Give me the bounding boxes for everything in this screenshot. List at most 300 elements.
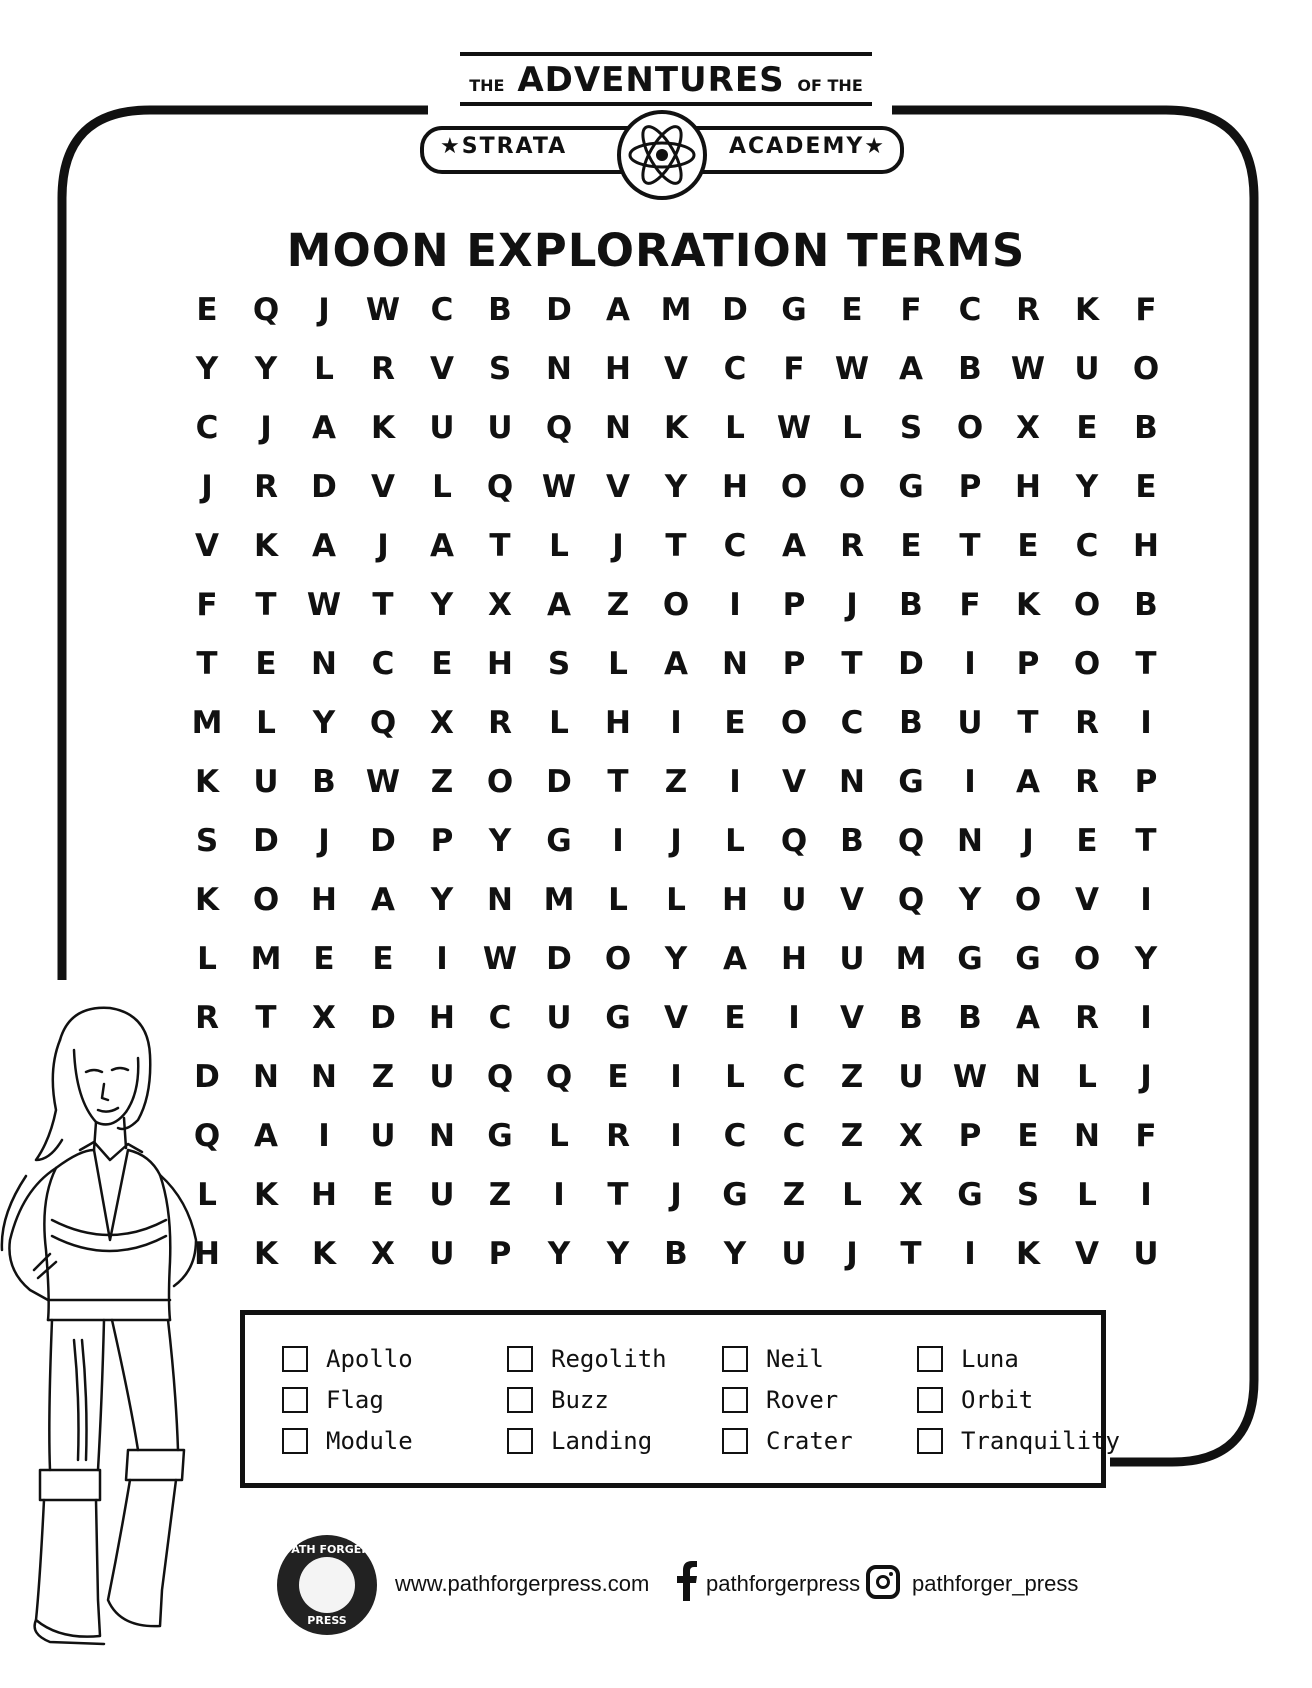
grid-letter[interactable]: H <box>722 882 748 918</box>
grid-letter[interactable]: K <box>370 410 396 446</box>
grid-letter[interactable]: H <box>311 882 337 918</box>
grid-letter[interactable]: S <box>899 410 923 446</box>
grid-letter[interactable]: K <box>253 528 279 564</box>
grid-letter[interactable]: V <box>664 1000 688 1036</box>
grid-letter[interactable]: Z <box>606 587 630 623</box>
grid-letter[interactable]: A <box>664 646 688 682</box>
grid-letter[interactable]: H <box>605 705 631 741</box>
grid-letter[interactable]: R <box>606 1118 630 1154</box>
grid-letter[interactable]: I <box>1140 705 1152 741</box>
grid-letter[interactable]: T <box>1135 646 1157 682</box>
grid-letter[interactable]: C <box>723 351 747 387</box>
grid-letter[interactable]: T <box>959 528 981 564</box>
grid-letter[interactable]: E <box>900 528 922 564</box>
word-checkbox[interactable] <box>507 1346 533 1372</box>
grid-letter[interactable]: C <box>782 1059 806 1095</box>
grid-letter[interactable]: O <box>956 410 984 446</box>
grid-letter[interactable]: P <box>488 1236 512 1272</box>
instagram-handle[interactable]: pathforger_press <box>912 1571 1079 1596</box>
grid-letter[interactable]: O <box>604 941 632 977</box>
grid-letter[interactable]: G <box>957 941 983 977</box>
grid-letter[interactable]: L <box>197 1177 217 1213</box>
grid-letter[interactable]: I <box>729 587 741 623</box>
grid-letter[interactable]: J <box>260 410 272 446</box>
grid-letter[interactable]: N <box>839 764 865 800</box>
grid-letter[interactable]: M <box>191 705 223 741</box>
grid-letter[interactable]: X <box>312 1000 336 1036</box>
grid-letter[interactable]: N <box>605 410 631 446</box>
grid-letter[interactable]: N <box>311 1059 337 1095</box>
grid-letter[interactable]: B <box>488 292 512 328</box>
grid-letter[interactable]: L <box>549 705 569 741</box>
grid-letter[interactable]: G <box>1015 941 1041 977</box>
grid-letter[interactable]: Y <box>1075 469 1099 505</box>
grid-letter[interactable]: I <box>729 764 741 800</box>
grid-letter[interactable]: H <box>429 1000 455 1036</box>
grid-letter[interactable]: B <box>312 764 336 800</box>
grid-letter[interactable]: A <box>430 528 454 564</box>
grid-letter[interactable]: V <box>1075 1236 1099 1272</box>
word-checkbox[interactable] <box>722 1387 748 1413</box>
grid-letter[interactable]: J <box>670 1177 682 1213</box>
grid-letter[interactable]: J <box>1140 1059 1152 1095</box>
grid-letter[interactable]: Z <box>782 1177 806 1213</box>
grid-letter[interactable]: V <box>840 882 864 918</box>
grid-letter[interactable]: J <box>846 587 858 623</box>
grid-letter[interactable]: P <box>430 823 454 859</box>
grid-letter[interactable]: D <box>546 941 572 977</box>
word-checkbox[interactable] <box>917 1428 943 1454</box>
grid-letter[interactable]: G <box>546 823 572 859</box>
grid-letter[interactable]: D <box>194 1059 220 1095</box>
grid-letter[interactable]: W <box>482 941 518 977</box>
grid-letter[interactable]: U <box>253 764 279 800</box>
grid-letter[interactable]: Q <box>545 410 573 446</box>
word-checkbox[interactable] <box>507 1387 533 1413</box>
grid-letter[interactable]: T <box>665 528 687 564</box>
grid-letter[interactable]: L <box>666 882 686 918</box>
grid-letter[interactable]: I <box>553 1177 565 1213</box>
grid-letter[interactable]: R <box>1075 764 1099 800</box>
grid-letter[interactable]: W <box>1010 351 1046 387</box>
grid-letter[interactable]: G <box>898 469 924 505</box>
grid-letter[interactable]: E <box>372 1177 394 1213</box>
grid-letter[interactable]: E <box>1076 410 1098 446</box>
grid-letter[interactable]: U <box>429 410 455 446</box>
grid-letter[interactable]: G <box>898 764 924 800</box>
facebook-handle[interactable]: pathforgerpress <box>706 1571 861 1596</box>
grid-letter[interactable]: G <box>957 1177 983 1213</box>
grid-letter[interactable]: D <box>253 823 279 859</box>
grid-letter[interactable]: E <box>607 1059 629 1095</box>
grid-letter[interactable]: Q <box>193 1118 221 1154</box>
grid-letter[interactable]: T <box>1017 705 1039 741</box>
grid-letter[interactable]: A <box>312 410 336 446</box>
grid-letter[interactable]: D <box>311 469 337 505</box>
grid-letter[interactable]: B <box>899 705 923 741</box>
grid-letter[interactable]: N <box>957 823 983 859</box>
grid-letter[interactable]: W <box>834 351 870 387</box>
website-link[interactable]: www.pathforgerpress.com <box>395 1571 650 1596</box>
grid-letter[interactable]: P <box>782 587 806 623</box>
grid-letter[interactable]: S <box>1016 1177 1040 1213</box>
grid-letter[interactable]: I <box>1140 882 1152 918</box>
grid-letter[interactable]: J <box>318 823 330 859</box>
grid-letter[interactable]: X <box>899 1177 923 1213</box>
word-checkbox[interactable] <box>282 1428 308 1454</box>
grid-letter[interactable]: P <box>958 1118 982 1154</box>
grid-letter[interactable]: I <box>436 941 448 977</box>
grid-letter[interactable]: B <box>958 351 982 387</box>
grid-letter[interactable]: L <box>549 1118 569 1154</box>
grid-letter[interactable]: E <box>431 646 453 682</box>
grid-letter[interactable]: W <box>541 469 577 505</box>
grid-letter[interactable]: K <box>1074 292 1100 328</box>
grid-letter[interactable]: V <box>840 1000 864 1036</box>
grid-letter[interactable]: J <box>1022 823 1034 859</box>
grid-letter[interactable]: I <box>670 1118 682 1154</box>
grid-letter[interactable]: B <box>664 1236 688 1272</box>
grid-letter[interactable]: P <box>958 469 982 505</box>
grid-letter[interactable]: Q <box>545 1059 573 1095</box>
grid-letter[interactable]: Q <box>486 1059 514 1095</box>
grid-letter[interactable]: C <box>840 705 864 741</box>
grid-letter[interactable]: W <box>306 587 342 623</box>
grid-letter[interactable]: Y <box>664 469 688 505</box>
grid-letter[interactable]: U <box>429 1059 455 1095</box>
grid-letter[interactable]: Y <box>547 1236 571 1272</box>
grid-letter[interactable]: C <box>723 1118 747 1154</box>
grid-letter[interactable]: Y <box>195 351 219 387</box>
grid-letter[interactable]: V <box>664 351 688 387</box>
grid-letter[interactable]: A <box>899 351 923 387</box>
grid-letter[interactable]: H <box>781 941 807 977</box>
grid-letter[interactable]: X <box>899 1118 923 1154</box>
grid-letter[interactable]: E <box>313 941 335 977</box>
grid-letter[interactable]: P <box>782 646 806 682</box>
grid-letter[interactable]: B <box>899 1000 923 1036</box>
grid-letter[interactable]: H <box>194 1236 220 1272</box>
grid-letter[interactable]: Y <box>430 587 454 623</box>
grid-letter[interactable]: D <box>370 823 396 859</box>
grid-letter[interactable]: R <box>195 1000 219 1036</box>
grid-letter[interactable]: E <box>1076 823 1098 859</box>
grid-letter[interactable]: C <box>430 292 454 328</box>
grid-letter[interactable]: L <box>725 410 745 446</box>
grid-letter[interactable]: E <box>255 646 277 682</box>
grid-letter[interactable]: Y <box>606 1236 630 1272</box>
grid-letter[interactable]: K <box>194 764 220 800</box>
grid-letter[interactable]: B <box>1134 587 1158 623</box>
grid-letter[interactable]: A <box>1016 1000 1040 1036</box>
grid-letter[interactable]: W <box>776 410 812 446</box>
grid-letter[interactable]: A <box>606 292 630 328</box>
grid-letter[interactable]: D <box>546 292 572 328</box>
grid-letter[interactable]: G <box>722 1177 748 1213</box>
grid-letter[interactable]: U <box>429 1236 455 1272</box>
grid-letter[interactable]: N <box>546 351 572 387</box>
grid-letter[interactable]: A <box>547 587 571 623</box>
grid-letter[interactable]: C <box>488 1000 512 1036</box>
grid-letter[interactable]: M <box>660 292 692 328</box>
grid-letter[interactable]: Z <box>664 764 688 800</box>
grid-letter[interactable]: G <box>605 1000 631 1036</box>
grid-letter[interactable]: K <box>311 1236 337 1272</box>
grid-letter[interactable]: N <box>1015 1059 1041 1095</box>
grid-letter[interactable]: H <box>605 351 631 387</box>
grid-letter[interactable]: U <box>781 882 807 918</box>
grid-letter[interactable]: N <box>487 882 513 918</box>
grid-letter[interactable]: V <box>782 764 806 800</box>
grid-letter[interactable]: S <box>488 351 512 387</box>
grid-letter[interactable]: K <box>1015 587 1041 623</box>
grid-letter[interactable]: R <box>1075 705 1099 741</box>
grid-letter[interactable]: U <box>429 1177 455 1213</box>
grid-letter[interactable]: A <box>782 528 806 564</box>
grid-letter[interactable]: E <box>1017 528 1039 564</box>
grid-letter[interactable]: Q <box>780 823 808 859</box>
grid-letter[interactable]: Y <box>1134 941 1158 977</box>
grid-letter[interactable]: L <box>608 882 628 918</box>
grid-letter[interactable]: I <box>318 1118 330 1154</box>
grid-letter[interactable]: S <box>547 646 571 682</box>
grid-letter[interactable]: J <box>201 469 213 505</box>
grid-letter[interactable]: L <box>842 410 862 446</box>
grid-letter[interactable]: K <box>253 1236 279 1272</box>
grid-letter[interactable]: U <box>898 1059 924 1095</box>
grid-letter[interactable]: T <box>489 528 511 564</box>
grid-letter[interactable]: D <box>370 1000 396 1036</box>
grid-letter[interactable]: O <box>838 469 866 505</box>
grid-letter[interactable]: D <box>898 646 924 682</box>
grid-letter[interactable]: J <box>377 528 389 564</box>
grid-letter[interactable]: I <box>964 764 976 800</box>
word-checkbox[interactable] <box>282 1346 308 1372</box>
grid-letter[interactable]: O <box>662 587 690 623</box>
grid-letter[interactable]: V <box>430 351 454 387</box>
grid-letter[interactable]: I <box>670 705 682 741</box>
grid-letter[interactable]: K <box>663 410 689 446</box>
grid-letter[interactable]: L <box>314 351 334 387</box>
grid-letter[interactable]: Z <box>488 1177 512 1213</box>
grid-letter[interactable]: C <box>723 528 747 564</box>
grid-letter[interactable]: P <box>1016 646 1040 682</box>
grid-letter[interactable]: F <box>1135 1118 1157 1154</box>
grid-letter[interactable]: G <box>487 1118 513 1154</box>
grid-letter[interactable]: N <box>722 646 748 682</box>
grid-letter[interactable]: H <box>487 646 513 682</box>
grid-letter[interactable]: T <box>900 1236 922 1272</box>
grid-letter[interactable]: X <box>371 1236 395 1272</box>
grid-letter[interactable]: U <box>1074 351 1100 387</box>
grid-letter[interactable]: N <box>311 646 337 682</box>
grid-letter[interactable]: H <box>1133 528 1159 564</box>
grid-letter[interactable]: I <box>964 1236 976 1272</box>
grid-letter[interactable]: X <box>488 587 512 623</box>
grid-letter[interactable]: T <box>1135 823 1157 859</box>
grid-letter[interactable]: L <box>725 823 745 859</box>
grid-letter[interactable]: R <box>840 528 864 564</box>
grid-letter[interactable]: V <box>195 528 219 564</box>
grid-letter[interactable]: Z <box>840 1118 864 1154</box>
grid-letter[interactable]: I <box>1140 1000 1152 1036</box>
grid-letter[interactable]: V <box>606 469 630 505</box>
grid-letter[interactable]: E <box>1135 469 1157 505</box>
grid-letter[interactable]: O <box>1073 587 1101 623</box>
grid-letter[interactable]: Y <box>254 351 278 387</box>
grid-letter[interactable]: R <box>254 469 278 505</box>
grid-letter[interactable]: O <box>1132 351 1160 387</box>
grid-letter[interactable]: I <box>964 646 976 682</box>
grid-letter[interactable]: X <box>1016 410 1040 446</box>
grid-letter[interactable]: U <box>957 705 983 741</box>
grid-letter[interactable]: T <box>841 646 863 682</box>
grid-letter[interactable]: A <box>371 882 395 918</box>
grid-letter[interactable]: R <box>1016 292 1040 328</box>
grid-letter[interactable]: Y <box>723 1236 747 1272</box>
grid-letter[interactable]: Y <box>664 941 688 977</box>
grid-letter[interactable]: W <box>952 1059 988 1095</box>
grid-letter[interactable]: M <box>250 941 282 977</box>
grid-letter[interactable]: Y <box>430 882 454 918</box>
grid-letter[interactable]: T <box>255 587 277 623</box>
grid-letter[interactable]: O <box>252 882 280 918</box>
grid-letter[interactable]: R <box>371 351 395 387</box>
grid-letter[interactable]: Y <box>488 823 512 859</box>
grid-letter[interactable]: J <box>318 292 330 328</box>
grid-letter[interactable]: B <box>840 823 864 859</box>
grid-letter[interactable]: U <box>370 1118 396 1154</box>
word-checkbox[interactable] <box>917 1387 943 1413</box>
grid-letter[interactable]: F <box>1135 292 1157 328</box>
grid-letter[interactable]: Z <box>371 1059 395 1095</box>
grid-letter[interactable]: I <box>1140 1177 1152 1213</box>
grid-letter[interactable]: S <box>195 823 219 859</box>
grid-letter[interactable]: E <box>372 941 394 977</box>
grid-letter[interactable]: F <box>783 351 805 387</box>
grid-letter[interactable]: U <box>546 1000 572 1036</box>
word-checkbox[interactable] <box>917 1346 943 1372</box>
grid-letter[interactable]: Q <box>486 469 514 505</box>
grid-letter[interactable]: I <box>612 823 624 859</box>
grid-letter[interactable]: B <box>899 587 923 623</box>
grid-letter[interactable]: L <box>1077 1059 1097 1095</box>
grid-letter[interactable]: V <box>371 469 395 505</box>
grid-letter[interactable]: H <box>1015 469 1041 505</box>
grid-letter[interactable]: M <box>895 941 927 977</box>
grid-letter[interactable]: N <box>1074 1118 1100 1154</box>
grid-letter[interactable]: O <box>780 469 808 505</box>
word-checkbox[interactable] <box>722 1346 748 1372</box>
grid-letter[interactable]: C <box>371 646 395 682</box>
grid-letter[interactable]: L <box>1077 1177 1097 1213</box>
grid-letter[interactable]: O <box>486 764 514 800</box>
grid-letter[interactable]: R <box>1075 1000 1099 1036</box>
grid-letter[interactable]: U <box>487 410 513 446</box>
grid-letter[interactable]: J <box>670 823 682 859</box>
grid-letter[interactable]: Q <box>252 292 280 328</box>
grid-letter[interactable]: N <box>253 1059 279 1095</box>
grid-letter[interactable]: J <box>846 1236 858 1272</box>
grid-letter[interactable]: H <box>722 469 748 505</box>
grid-letter[interactable]: M <box>543 882 575 918</box>
grid-letter[interactable]: U <box>839 941 865 977</box>
grid-letter[interactable]: V <box>1075 882 1099 918</box>
grid-letter[interactable]: A <box>1016 764 1040 800</box>
grid-letter[interactable]: Q <box>369 705 397 741</box>
grid-letter[interactable]: D <box>546 764 572 800</box>
grid-letter[interactable]: K <box>194 882 220 918</box>
grid-letter[interactable]: P <box>1134 764 1158 800</box>
grid-letter[interactable]: C <box>958 292 982 328</box>
grid-letter[interactable]: E <box>724 705 746 741</box>
grid-letter[interactable]: R <box>488 705 512 741</box>
grid-letter[interactable]: E <box>841 292 863 328</box>
grid-letter[interactable]: Z <box>840 1059 864 1095</box>
grid-letter[interactable]: O <box>780 705 808 741</box>
grid-letter[interactable]: L <box>197 941 217 977</box>
grid-letter[interactable]: K <box>253 1177 279 1213</box>
grid-letter[interactable]: Y <box>312 705 336 741</box>
grid-letter[interactable]: F <box>959 587 981 623</box>
grid-letter[interactable]: B <box>1134 410 1158 446</box>
grid-letter[interactable]: Q <box>897 823 925 859</box>
grid-letter[interactable]: N <box>429 1118 455 1154</box>
grid-letter[interactable]: L <box>256 705 276 741</box>
grid-letter[interactable]: Y <box>958 882 982 918</box>
grid-letter[interactable]: L <box>842 1177 862 1213</box>
grid-letter[interactable]: K <box>1015 1236 1041 1272</box>
grid-letter[interactable]: E <box>196 292 218 328</box>
grid-letter[interactable]: O <box>1014 882 1042 918</box>
grid-letter[interactable]: T <box>196 646 218 682</box>
grid-letter[interactable]: Z <box>430 764 454 800</box>
grid-letter[interactable]: L <box>549 528 569 564</box>
grid-letter[interactable]: T <box>607 764 629 800</box>
word-checkbox[interactable] <box>282 1387 308 1413</box>
grid-letter[interactable]: U <box>781 1236 807 1272</box>
grid-letter[interactable]: F <box>900 292 922 328</box>
grid-letter[interactable]: L <box>608 646 628 682</box>
grid-letter[interactable]: T <box>372 587 394 623</box>
word-checkbox[interactable] <box>722 1428 748 1454</box>
grid-letter[interactable]: I <box>670 1059 682 1095</box>
grid-letter[interactable]: A <box>723 941 747 977</box>
grid-letter[interactable]: X <box>430 705 454 741</box>
grid-letter[interactable]: G <box>781 292 807 328</box>
grid-letter[interactable]: E <box>1017 1118 1039 1154</box>
grid-letter[interactable]: L <box>432 469 452 505</box>
grid-letter[interactable]: I <box>788 1000 800 1036</box>
grid-letter[interactable]: T <box>607 1177 629 1213</box>
grid-letter[interactable]: H <box>311 1177 337 1213</box>
word-checkbox[interactable] <box>507 1428 533 1454</box>
grid-letter[interactable]: O <box>1073 941 1101 977</box>
grid-letter[interactable]: F <box>196 587 218 623</box>
grid-letter[interactable]: D <box>722 292 748 328</box>
grid-letter[interactable]: O <box>1073 646 1101 682</box>
grid-letter[interactable]: T <box>255 1000 277 1036</box>
grid-letter[interactable]: W <box>365 764 401 800</box>
grid-letter[interactable]: W <box>365 292 401 328</box>
grid-letter[interactable]: A <box>254 1118 278 1154</box>
grid-letter[interactable]: L <box>725 1059 745 1095</box>
grid-letter[interactable]: B <box>958 1000 982 1036</box>
grid-letter[interactable]: Q <box>897 882 925 918</box>
grid-letter[interactable]: A <box>312 528 336 564</box>
grid-letter[interactable]: C <box>782 1118 806 1154</box>
grid-letter[interactable]: J <box>612 528 624 564</box>
